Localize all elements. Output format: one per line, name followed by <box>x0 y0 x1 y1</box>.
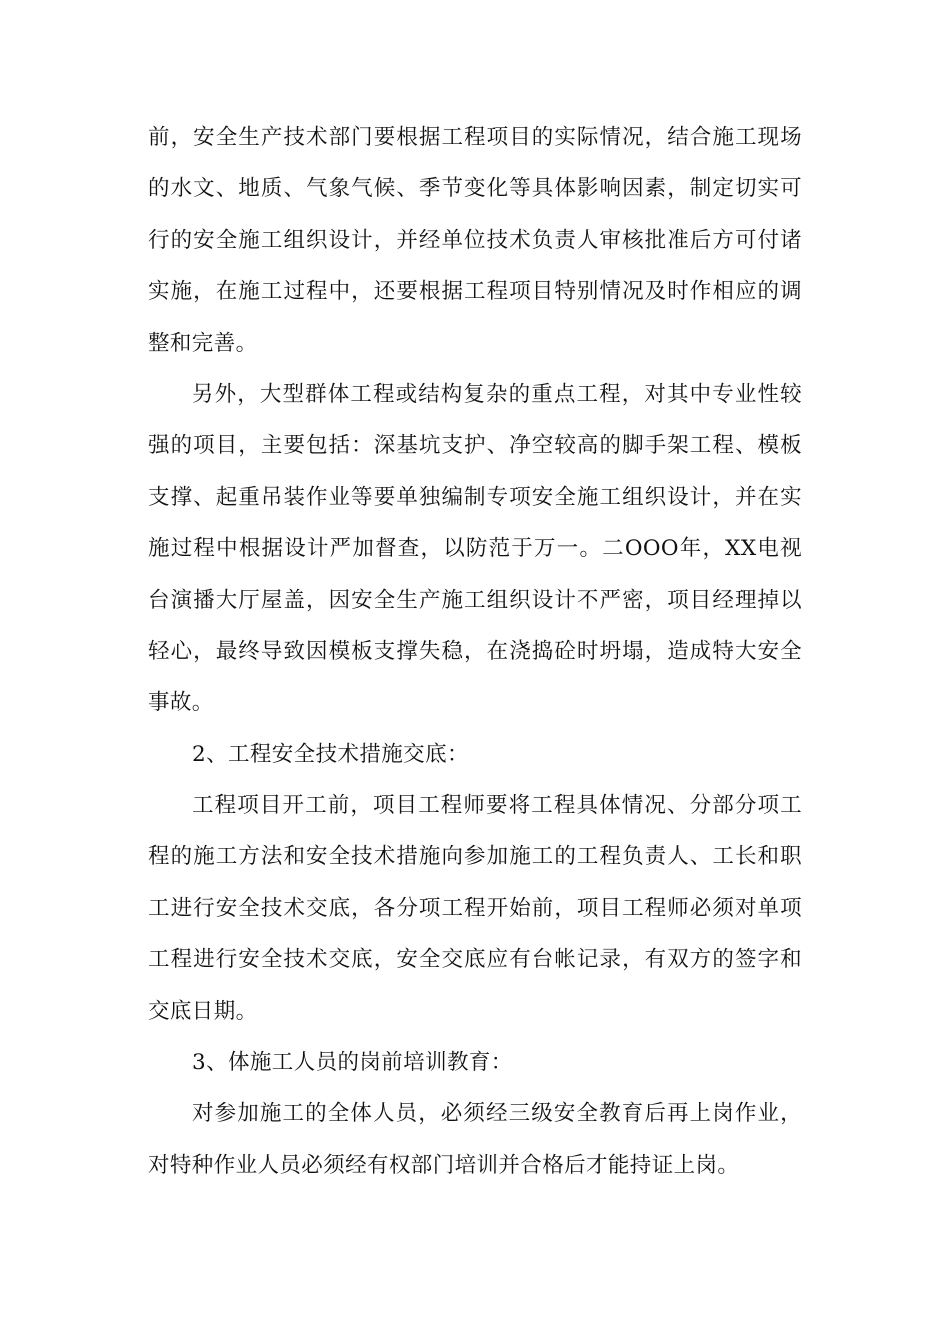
text-line: 前，安全生产技术部门要根据工程项目的实际情况，结合施工现场 <box>148 125 802 150</box>
section-heading: 2、工程安全技术措施交底： <box>192 741 469 767</box>
paragraph-technical-briefing <box>148 780 802 1037</box>
section-heading-technical-briefing <box>148 729 802 780</box>
paragraph-special-projects <box>148 369 802 729</box>
text-line: 轻心，最终导致因模板支撑失稳，在浇捣砼时坍塌，造成特大安全 <box>148 638 802 664</box>
text-line: 工程进行安全技术交底，安全交底应有台帐记录，有双方的签字和 <box>148 947 802 973</box>
paragraph-planning <box>148 112 802 369</box>
paragraph-training <box>148 1088 802 1191</box>
text-line: 另外，大型群体工程或结构复杂的重点工程，对其中专业性较 <box>192 381 802 407</box>
text-line: 对参加施工的全体人员，必须经三级安全教育后再上岗作业， <box>192 1101 802 1127</box>
text-line: 实施，在施工过程中，还要根据工程项目特别情况及时作相应的调 <box>148 279 802 305</box>
text-line: 工进行安全技术交底，各分项工程开始前，项目工程师必须对单项 <box>148 895 802 921</box>
text-line: 的水文、地质、气象气候、季节变化等具体影响因素，制定切实可 <box>148 176 802 202</box>
text-line: 工程项目开工前，项目工程师要将工程具体情况、分部分项工 <box>192 793 802 819</box>
text-line: 事故。 <box>148 690 214 716</box>
text-line: 支撑、起重吊装作业等要单独编制专项安全施工组织设计，并在实 <box>148 484 802 510</box>
text-line: 对特种作业人员必须经有权部门培训并合格后才能持证上岗。 <box>148 1152 740 1178</box>
document-body <box>148 112 802 1191</box>
section-heading-training <box>148 1037 802 1088</box>
text-line: 施过程中根据设计严加督查，以防范于万一。二OOO年，XX电视 <box>148 536 802 562</box>
section-heading: 3、体施工人员的岗前培训教育： <box>192 1050 513 1076</box>
text-line: 交底日期。 <box>148 998 258 1024</box>
text-line: 整和完善。 <box>148 330 258 356</box>
text-line: 程的施工方法和安全技术措施向参加施工的工程负责人、工长和职 <box>148 844 802 870</box>
text-line: 强的项目，主要包括：深基坑支护、净空较高的脚手架工程、模板 <box>148 433 802 459</box>
text-line: 台演播大厅屋盖，因安全生产施工组织设计不严密，项目经理掉以 <box>148 587 802 613</box>
text-line: 行的安全施工组织设计，并经单位技术负责人审核批准后方可付诸 <box>148 227 802 253</box>
